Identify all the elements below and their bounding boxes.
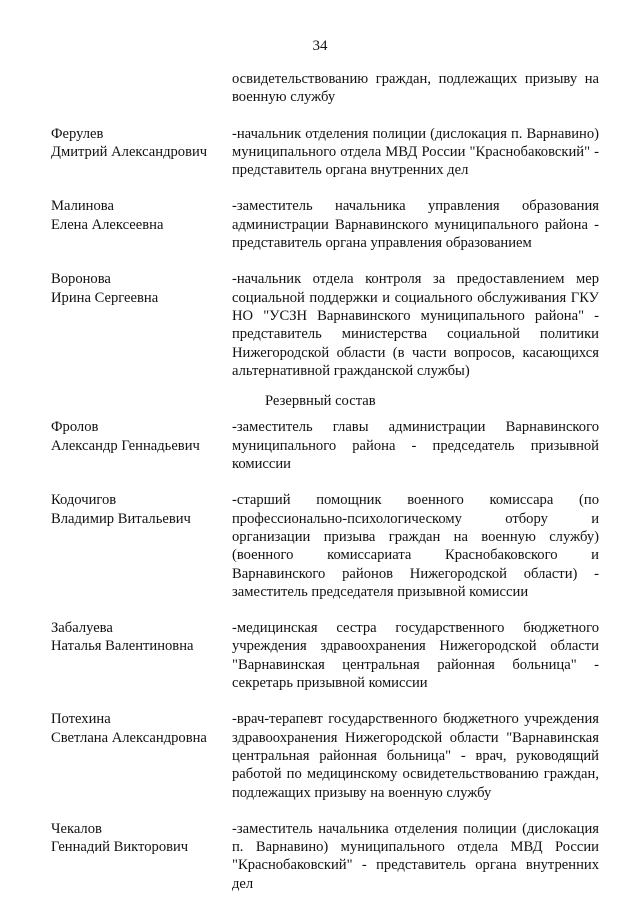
member-name — [51, 197, 232, 234]
member-role: -врач-терапевт государственного бюджетного учреждения здравоохранения Нижегородской области "Варнавинская центральная районная больница" - врач, руководящий работой по медицинскому освидетельствованию граждан, подлежащих призыву на военную службу — [232, 711, 599, 801]
member-name — [51, 820, 232, 857]
member-role: -начальник отделения полиции (дислокация п. Варнавино) муниципального отдела МВД России "Краснобаковский" - представитель органа внутренних дел — [232, 125, 599, 179]
member-surname: Фролов — [51, 419, 99, 436]
member-given-names: Александр Геннадьевич — [51, 437, 200, 454]
member-name — [51, 619, 232, 656]
member-name — [51, 125, 232, 162]
member-name — [51, 270, 232, 307]
continuation-row — [51, 70, 599, 107]
member-role: -медицинская сестра государственного бюджетного учреждения здравоохранения Нижегородской области "Варнавинская центральная районная больница" - секретарь призывной комиссии — [232, 620, 599, 692]
member-name — [51, 491, 232, 528]
member-role: -начальник отдела контроля за предоставлением мер социальной поддержки и социального обслуживания ГКУ НО "УСЗН Варнавинского муниципального района" - представитель министерства социальной политики Нижегородской области (в части вопросов, касающихся альтернативной гражданской службы) — [232, 271, 599, 379]
member-role: -заместитель начальника отделения полиции (дислокация п. Варнавино) муниципального отдела МВД России "Краснобаковский" - представитель органа внутренних дел — [232, 820, 599, 892]
continuation-text: освидетельствованию граждан, подлежащих призыву на военную службу — [232, 71, 599, 106]
member-entry — [51, 270, 599, 380]
member-given-names: Владимир Витальевич — [51, 510, 191, 527]
member-given-names: Елена Алексеевна — [51, 216, 164, 233]
member-given-names: Светлана Александровна — [51, 729, 207, 746]
reserve-section-title: Резервный состав — [265, 393, 376, 410]
member-given-names: Геннадий Викторович — [51, 839, 189, 856]
member-surname: Потехина — [51, 711, 111, 728]
reserve-member-entry — [51, 619, 599, 692]
member-surname: Забалуева — [51, 620, 113, 637]
member-surname: Чекалов — [51, 820, 102, 837]
member-entry — [51, 125, 599, 180]
member-given-names: Наталья Валентиновна — [51, 638, 194, 655]
member-role: -старший помощник военного комиссара (по профессионально-психологическому отбору и организации призыва граждан на военную службу) (военного комиссариата Краснобаковского и Варнавинского районов Нижегородской области) - заместитель председателя призывной комиссии — [232, 492, 599, 600]
reserve-member-entry — [51, 820, 599, 893]
member-name — [51, 710, 232, 747]
member-surname: Малинова — [51, 198, 114, 215]
member-entry — [51, 197, 599, 252]
member-surname: Воронова — [51, 271, 111, 288]
member-given-names: Ирина Сергеевна — [51, 289, 159, 306]
page-number: 34 — [312, 38, 328, 54]
member-surname: Ферулев — [51, 125, 104, 142]
member-surname: Кодочигов — [51, 492, 117, 509]
reserve-member-entry — [51, 710, 599, 801]
member-name — [51, 418, 232, 455]
reserve-member-entry — [51, 491, 599, 601]
reserve-member-entry — [51, 418, 599, 473]
member-role: -заместитель главы администрации Варнавинского муниципального района - председатель призывной комиссии — [232, 419, 599, 473]
member-given-names: Дмитрий Александрович — [51, 143, 208, 160]
commission-list — [51, 70, 599, 911]
member-role: -заместитель начальника управления образования администрации Варнавинского муниципального района - представитель органа управления образованием — [232, 198, 599, 252]
